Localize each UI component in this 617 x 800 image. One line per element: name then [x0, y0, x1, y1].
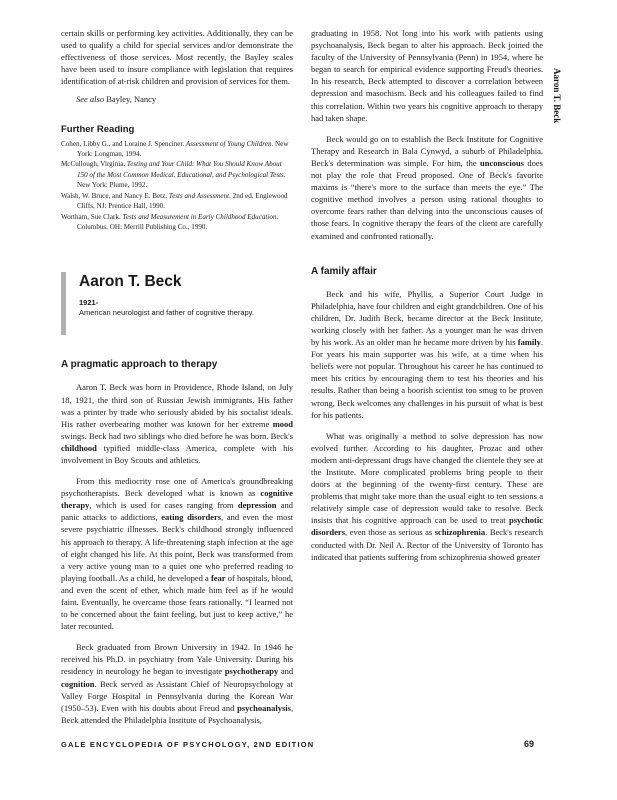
term-link[interactable]: eating disorders [161, 512, 222, 523]
page-number: 69 [524, 739, 535, 749]
term-link[interactable]: unconscious [480, 157, 524, 168]
body-paragraph: What was originally a method to solve depression has now evolved further. According to his daughter, Prozac and other modern anti-depressant drugs have changed the clientele they see at the Institute. More complicated problems bring people to their doors at the beginning of the twenty-first century. These are problems that might take more than the usual eight to ten sessions a relatively simple case of depression would take to resolve. Beck insists that his cognitive approach can be used to treat psychotic disorders, even those as serious as schizophrenia. Beck's research conducted with Dr. Neil A. Rector of the University of Toronto has indicated that patients suffering from schizophrenia showed greater [311, 430, 543, 562]
see-also-link[interactable]: Bayley, Nancy [106, 94, 157, 105]
section-heading-pragmatic: A pragmatic approach to therapy [61, 359, 218, 371]
term-link[interactable]: fear [210, 572, 226, 583]
further-reading-list [61, 139, 293, 233]
body-paragraph-continued: graduating in 1958. Not long into his work with patients using psychoanalysis, Beck began to alter his approach. Beck joined the faculty of the University of Pennsylvania (Penn) in 1954, where he began to search for empirical evidence supporting Freud's theories. In his research, Beck attempted to discover a correlation between depression and masochism. Beck and his colleagues failed to find this correlation. Within two years his cognitive approach to therapy had taken shape. [311, 28, 544, 123]
right-column [311, 27, 543, 563]
term-link[interactable]: psychotic disorders [311, 515, 543, 538]
term-link[interactable]: family [517, 337, 541, 348]
body-paragraph: Aaron T. Beck was born in Providence, Rhode Island, on July 18, 1921, the third son of Russian Jewish immigrants. His father was a printer by trade who seriously abided by his socialist ideals. His rather overbearing mother was known for her extreme mood swings. Beck had two siblings who died before he was born. Beck's childhood typified middle-class America, complete with his involvement in Boy Scouts and athletics. [61, 382, 293, 465]
entry-accent-bar [61, 272, 66, 335]
footer-publication-title: GALE ENCYCLOPEDIA OF PSYCHOLOGY, 2ND EDITION [61, 740, 315, 749]
body-paragraph: Beck graduated from Brown University in 1942. In 1946 he received his Ph.D. in psychiatry from Yale University. During his residency in neurology he began to investigate psychotherapy and cognition. Beck served as Assistant Chief of Neuropsychology at Valley Forge Hospital in Pennsylvania during the Korean War (1950–53). Even with his doubts about Freud and psychoanalysis, Beck attended the Philadelphia Institute of Psychoanalysis, [61, 642, 294, 725]
entry-header [61, 272, 293, 335]
body-paragraph: From this mediocrity rose one of America's groundbreaking psychotherapists. Beck developed what is known as cognitive therapy, which is used for cases ranging from depression and panic attacks to addictions, eating disorders, and even the most severe psychiatric illnesses. Beck's childhood strongly influenced his approach to therapy. A life-threatening staph infection at the age of eight changed his life. At this point, Beck was transformed from a very active young man to a quiet one who preferred reading to playing football. As a child, he developed a fear of hospitals, blood, and even the scent of ether, which made him feel as if he would faint. Eventually, he overcame those fears rationally. “I learned not to be concerned about the faint feeling, but just to keep active,” he later recounted. [61, 476, 294, 632]
left-column [61, 27, 293, 726]
term-link[interactable]: mood [272, 418, 293, 429]
running-head: Aaron T. Beck [552, 68, 562, 124]
term-link[interactable]: childhood [61, 442, 97, 453]
see-also: See also Bayley, Nancy [76, 94, 157, 105]
term-link[interactable]: schizophrenia [434, 527, 486, 538]
body-paragraph: Beck and his wife, Phyllis, a Superior Court Judge in Philadelphia, have four children and eight grandchildren. One of his children, Dr. Judith Beck, became director at the Beck Institute, working closely with her father. As a younger man he was driven by his work. As an older man he became more driven by his family. For years his main supporter was his wife, at a time when his beliefs were not popular. Throughout his career he has continued to meet his critics by encouraging them to test his theories and his results. Rather than being a boorish scientist too smug to be proven wrong, Beck welcomes any challenges in his pursuit of what is best for his patients. [311, 288, 543, 420]
entry-title: Aaron T. Beck [79, 273, 182, 291]
section-heading-family: A family affair [311, 265, 377, 277]
entry-years: 1921- [79, 298, 99, 308]
body-paragraph: Beck would go on to establish the Beck Institute for Cognitive Therapy and Research in Bala Cynwyd, a suburb of Philadelphia. Beck's determination was simple. For him, the unconscious does not play the role that Freud proposed. One of Beck's favorite maxims is “there's more to the surface than meets the eye.” The cognitive method involves a person using rational thoughts to overcome fears rather than delving into the unconscious causes of those fears. In cognitive therapy the fears of the client are carefully examined and confronted rationally. [311, 133, 543, 241]
term-link[interactable]: cognitive therapy [61, 488, 293, 511]
reference-item: Cohen, Libby G., and Loraine J. Spenciner. Assessment of Young Children. New York: Longman, 1994. [61, 139, 289, 159]
reference-item: Walsh, W. Bruce, and Nancy E. Betz. Tests and Assessment. 2nd ed. Englewood Cliffs, NJ: Prentice Hall, 1990. [61, 191, 288, 211]
term-link[interactable]: depression [237, 500, 277, 511]
entry-description: American neurologist and father of cognitive therapy. [79, 308, 254, 318]
intro-paragraph: certain skills or performing key activities. Additionally, they can be used to qualify a child for special services and/or demonstrate the effectiveness of those services. Most recently, the Bayley scales have been used to insure compliance with legislation that requires identification of at-risk children and provision of services for them. [61, 28, 293, 87]
reference-item: McCullough, Virginia. Testing and Your Child: What You Should Know About 150 of the Most Common Medical, Educational, and Psychological Tests. New York: Plume, 1992. [61, 160, 286, 190]
further-reading-heading: Further Reading [61, 123, 135, 135]
reference-item: Wortham, Sue Clark. Tests and Measurement in Early Childhood Education. Columbus, OH: Merrill Publishing Co., 1990. [61, 212, 279, 231]
